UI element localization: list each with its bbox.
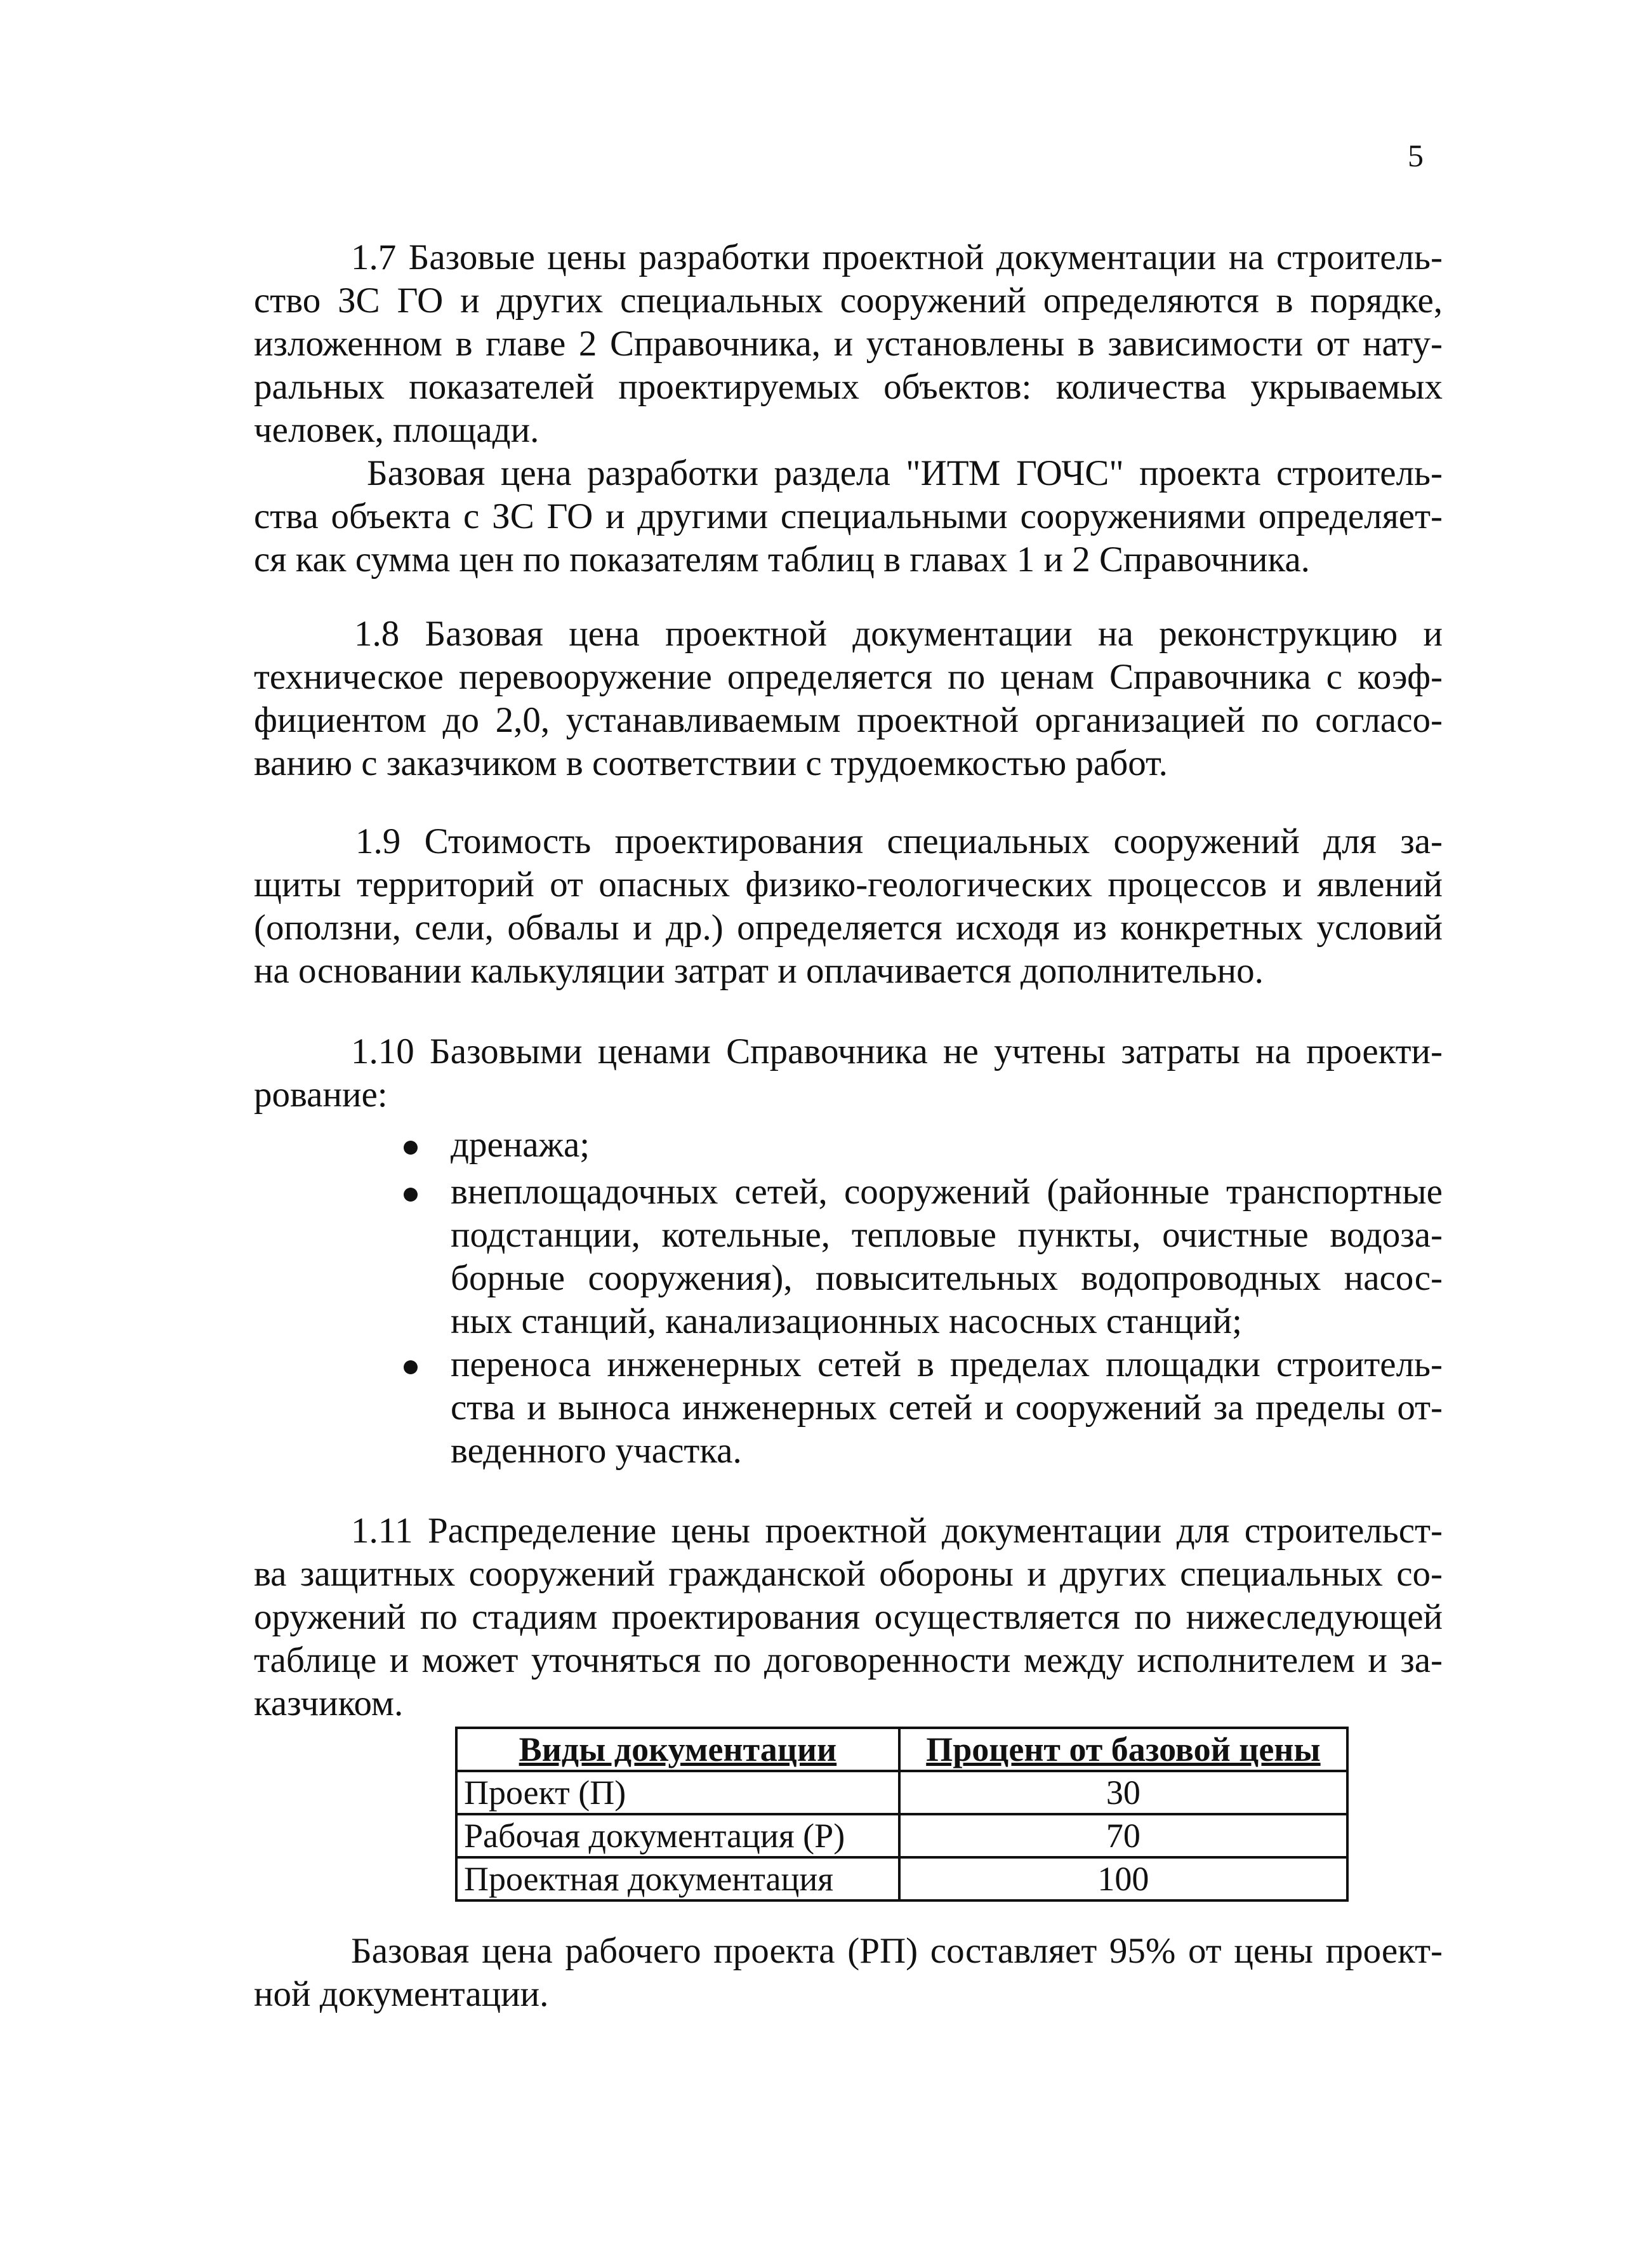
- list-item: веденного участка.: [451, 1431, 742, 1471]
- text-line: ва защитных сооружений гражданской обороны и других специальных со-: [254, 1554, 1443, 1594]
- text-line: человек, площади.: [254, 410, 539, 450]
- bullet-icon: [404, 1360, 418, 1374]
- table-cell: 100: [899, 1857, 1347, 1900]
- text-line: 1.11 Распределение цены проектной документации для строительст-: [351, 1511, 1443, 1551]
- table-cell: 30: [899, 1771, 1347, 1814]
- list-item: борные сооружения), повысительных водопроводных насос-: [451, 1258, 1443, 1298]
- table-row: [456, 1771, 1347, 1814]
- text-line: ральных показателей проектируемых объектов: количества укрываемых: [254, 367, 1443, 407]
- text-line: (оползни, сели, обвалы и др.) определяется исходя из конкретных условий: [254, 908, 1443, 948]
- text-line: щиты территорий от опасных физико-геологических процессов и явлений: [254, 865, 1443, 905]
- text-line: ство ЗС ГО и других специальных сооружений определяются в порядке,: [254, 281, 1443, 321]
- documentation-table: [455, 1727, 1349, 1902]
- text-line: ства объекта с ЗС ГО и другими специальными сооружениями определяет-: [254, 496, 1443, 536]
- list-item: ных станций, канализационных насосных станций;: [451, 1301, 1242, 1341]
- text-line: 1.8 Базовая цена проектной документации на реконструкцию и: [354, 614, 1443, 654]
- text-line: изложенном в главе 2 Справочника, и установлены в зависимости от нату-: [254, 324, 1443, 364]
- table-row: [456, 1857, 1347, 1900]
- table-cell: Проект (П): [456, 1771, 899, 1814]
- text-line: Базовая цена разработки раздела "ИТМ ГОЧС" проекта строитель-: [367, 453, 1443, 493]
- text-line: фициентом до 2,0, устанавливаемым проектной организацией по согласо-: [254, 700, 1443, 740]
- table-header-row: [456, 1728, 1347, 1771]
- text-line: 1.7 Базовые цены разработки проектной документации на строитель-: [351, 237, 1443, 277]
- page-number: 5: [1408, 138, 1424, 173]
- list-item: внеплощадочных сетей, сооружений (районные транспортные: [451, 1172, 1443, 1212]
- table-header-cell: Процент от базовой цены: [899, 1728, 1347, 1771]
- list-item: ства и выноса инженерных сетей и сооружений за пределы от-: [451, 1388, 1443, 1428]
- table-row: [456, 1814, 1347, 1857]
- text-line: 1.9 Стоимость проектирования специальных сооружений для за-: [355, 821, 1443, 861]
- text-line: казчиком.: [254, 1683, 404, 1723]
- bullet-icon: [404, 1141, 418, 1155]
- text-line: техническое перевооружение определяется по ценам Справочника с коэф-: [254, 657, 1443, 697]
- text-line: на основании калькуляции затрат и оплачивается дополнительно.: [254, 951, 1264, 991]
- table-cell: Рабочая документация (Р): [456, 1814, 899, 1857]
- text-line: оружений по стадиям проектирования осуществляется по нижеследующей: [254, 1597, 1443, 1637]
- text-line: 1.10 Базовыми ценами Справочника не учтены затраты на проекти-: [351, 1031, 1443, 1071]
- text-line: ся как сумма цен по показателям таблиц в главах 1 и 2 Справочника.: [254, 540, 1310, 580]
- table-header-cell: Виды документации: [456, 1728, 899, 1771]
- text-line: таблице и может уточняться по договоренности между исполнителем и за-: [254, 1640, 1443, 1680]
- text-line: рование:: [254, 1075, 388, 1115]
- list-item: переноса инженерных сетей в пределах площадки строитель-: [451, 1344, 1443, 1384]
- text-line: ной документации.: [254, 1974, 549, 2014]
- text-line: ванию с заказчиком в соответствии с трудоемкостью работ.: [254, 743, 1168, 783]
- table-cell: 70: [899, 1814, 1347, 1857]
- list-item: дренажа;: [451, 1125, 590, 1165]
- text-line: Базовая цена рабочего проекта (РП) составляет 95% от цены проект-: [351, 1931, 1443, 1971]
- list-item: подстанции, котельные, тепловые пункты, очистные водоза-: [451, 1215, 1443, 1255]
- table-cell: Проектная документация: [456, 1857, 899, 1900]
- bullet-icon: [404, 1188, 418, 1202]
